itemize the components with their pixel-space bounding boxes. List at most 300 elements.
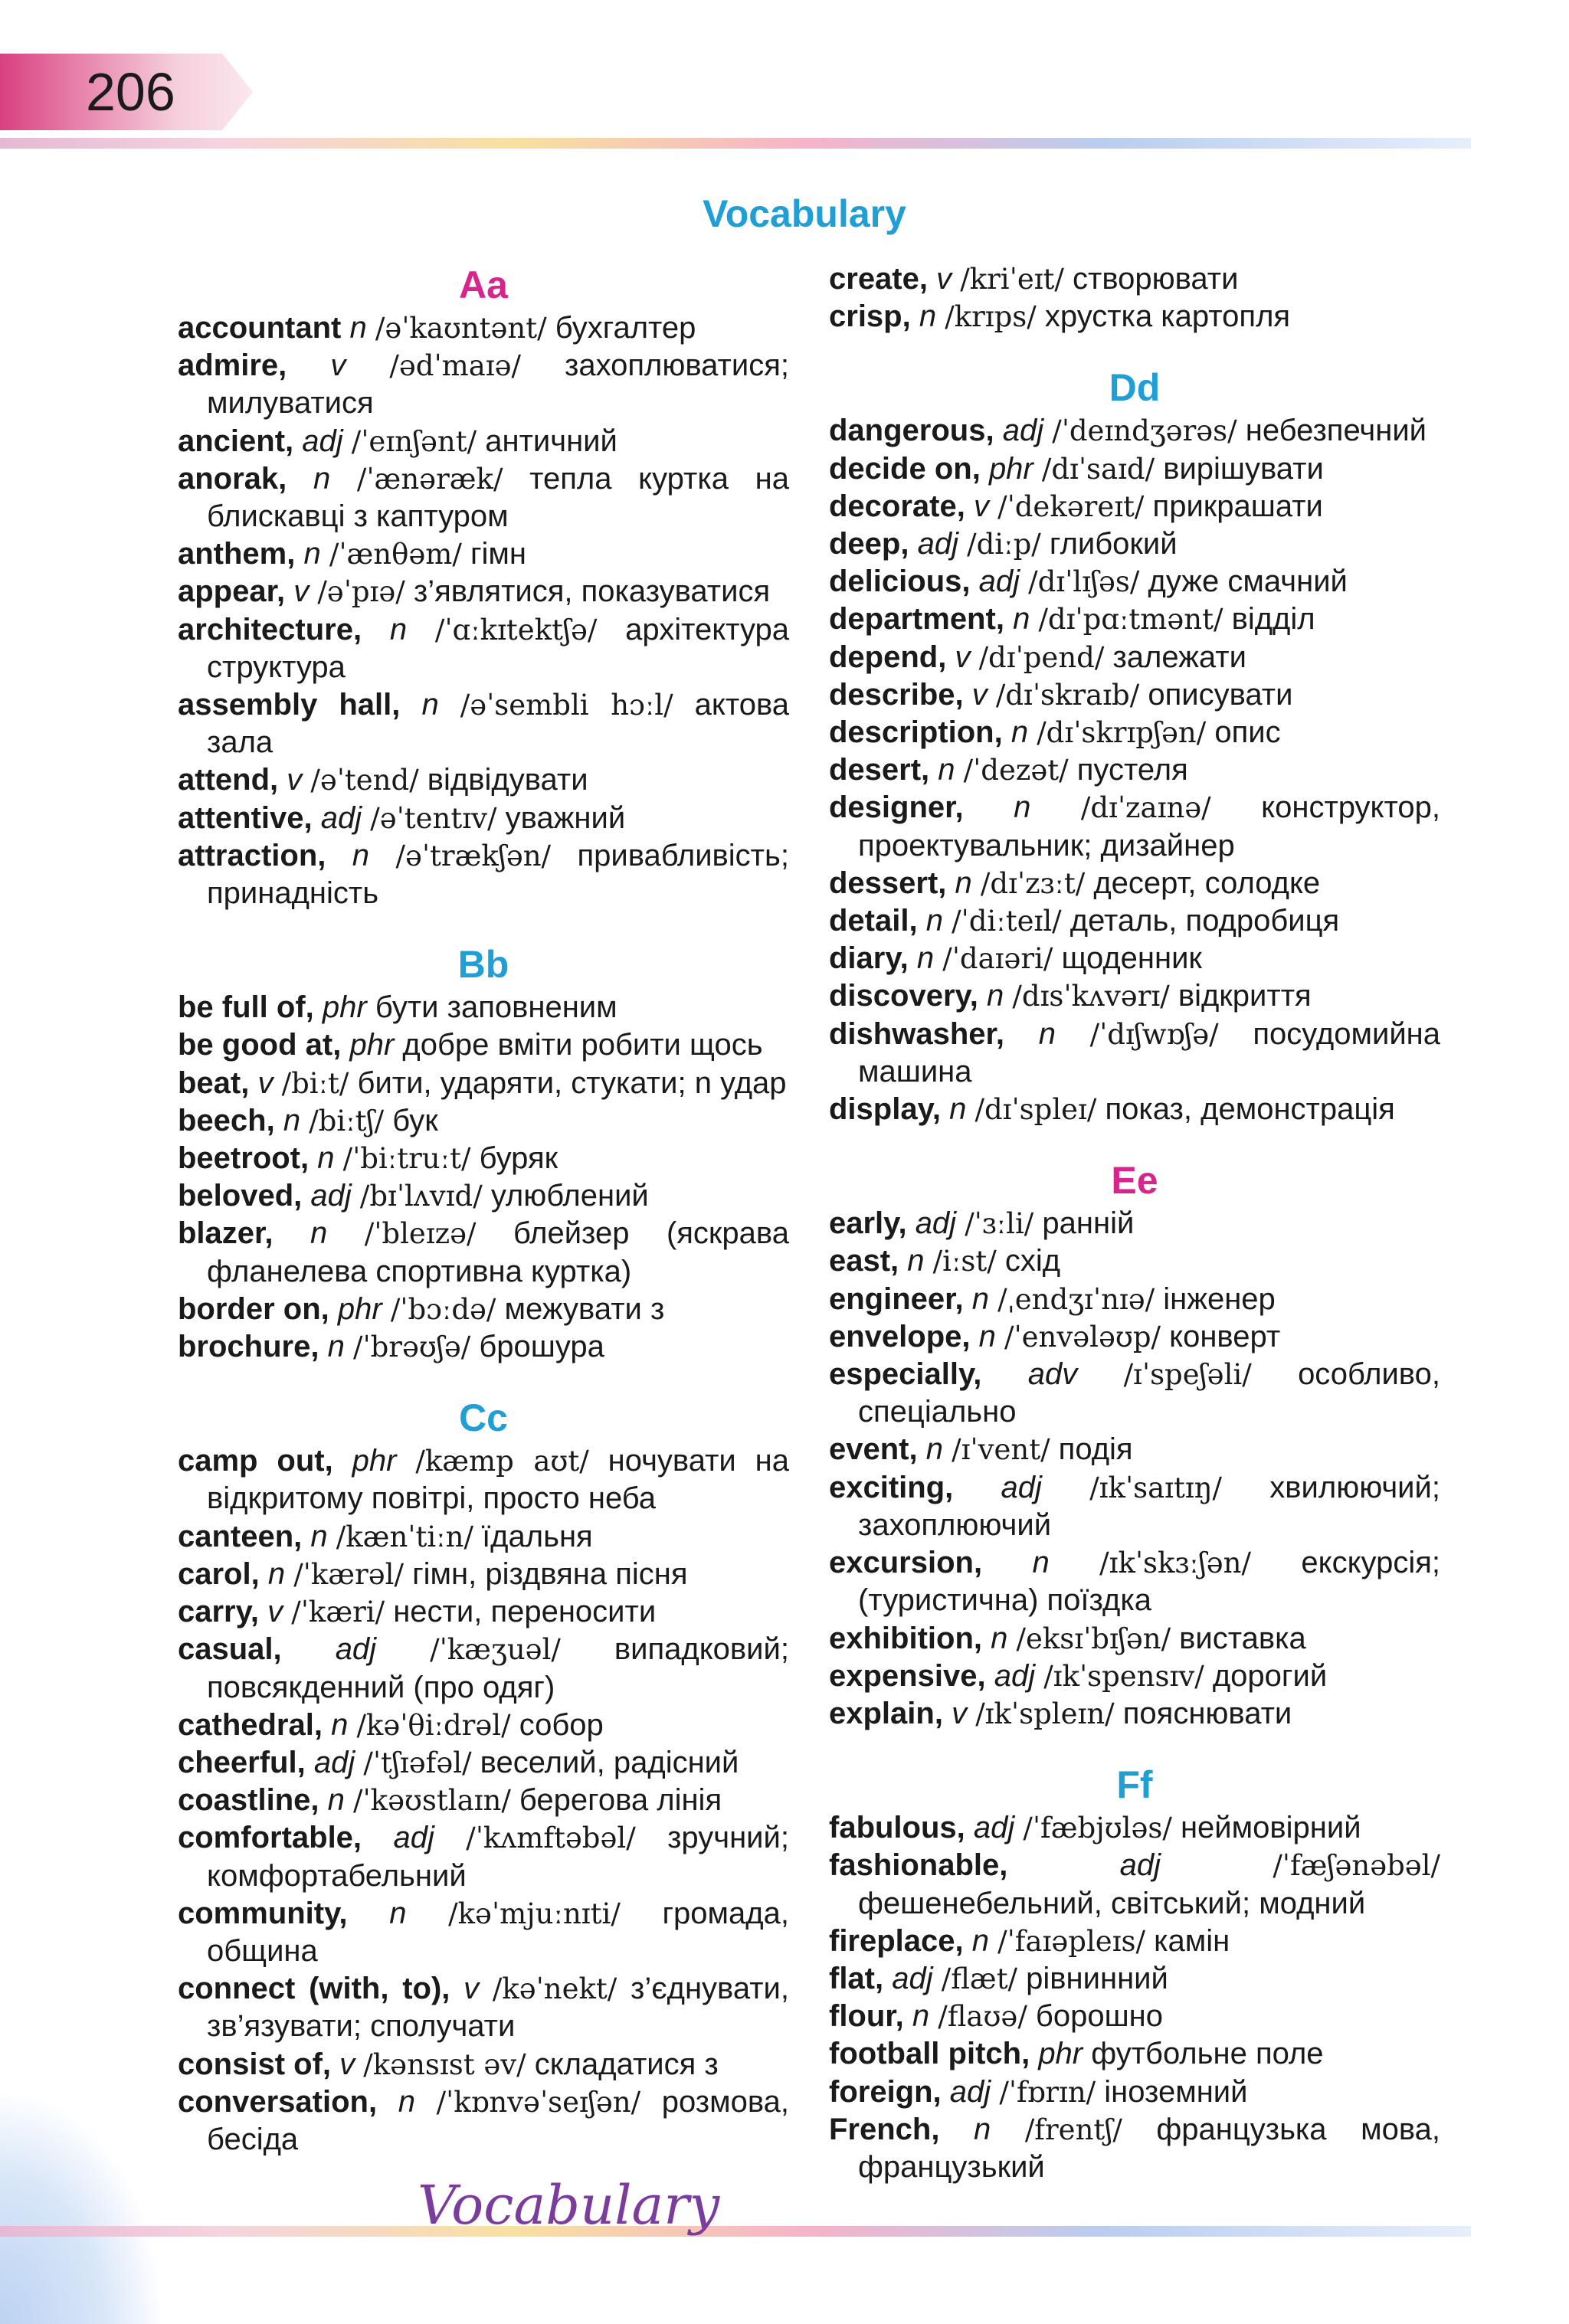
- vocab-entry: [829, 1016, 1440, 1091]
- transcription: /əˈkaʊntənt/: [375, 312, 547, 345]
- translation: іноземний: [1104, 2074, 1248, 2109]
- bottom-decorative-band: [0, 2226, 1471, 2237]
- part-of-speech: v: [287, 763, 303, 797]
- translation: особливо, спеціально: [858, 1357, 1440, 1429]
- headword: anthem,: [178, 537, 296, 571]
- translation: межувати з: [504, 1291, 665, 1326]
- letter-heading: Dd: [1109, 366, 1161, 410]
- translation: хрустка картопля: [1044, 300, 1291, 334]
- transcription: /əˈtentɪv/: [370, 801, 497, 835]
- translation: буряк: [479, 1141, 558, 1176]
- transcription: /ˈdiːteɪl/: [952, 905, 1062, 938]
- vocab-entry: [829, 601, 1440, 638]
- headword: anorak,: [178, 461, 287, 496]
- vocab-entry: [829, 525, 1440, 563]
- vocab-entry: [829, 2035, 1440, 2073]
- part-of-speech: n: [912, 1999, 930, 2034]
- part-of-speech: n: [349, 311, 367, 345]
- vocab-entry: [178, 1518, 789, 1556]
- translation: показ, демонстрація: [1105, 1092, 1395, 1127]
- transcription: /dɪˈzaɪnə/: [1080, 791, 1211, 825]
- vocab-entry: [829, 977, 1440, 1015]
- headword: be full of,: [178, 990, 314, 1025]
- part-of-speech: n: [991, 1621, 1008, 1655]
- transcription: /ˈdezət/: [963, 754, 1069, 787]
- headword: east,: [829, 1244, 899, 1278]
- vocab-entry: [829, 1469, 1440, 1544]
- part-of-speech: n: [267, 1556, 286, 1591]
- headword: department,: [829, 602, 1004, 637]
- transcription: /iːst/: [932, 1245, 997, 1278]
- transcription: /ˈkʌmftəbəl/: [466, 1822, 636, 1855]
- vocab-entry: [178, 423, 789, 460]
- transcription: /kəˈnekt/: [492, 1972, 617, 2006]
- transcription: /ˈkɒnvəˈseɪʃən/: [436, 2085, 641, 2119]
- headword: expensive,: [829, 1658, 986, 1693]
- part-of-speech: adj: [393, 1821, 434, 1855]
- vocab-entry: [829, 1923, 1440, 1960]
- transcription: /kænˈtiːn/: [336, 1520, 473, 1553]
- vocab-entry: [829, 1658, 1440, 1695]
- transcription: /ˈenvələʊp/: [1004, 1320, 1161, 1353]
- transcription: /əˈsembli hɔːl/: [460, 689, 673, 722]
- vocab-entry: [829, 676, 1440, 714]
- part-of-speech: adj: [994, 1658, 1036, 1693]
- part-of-speech: adv: [1027, 1357, 1078, 1392]
- part-of-speech: phr: [337, 1291, 382, 1326]
- vocab-entry: [178, 1895, 789, 1970]
- translation: посудомийна машина: [858, 1016, 1440, 1088]
- translation: бухгалтер: [555, 311, 696, 345]
- transcription: /ədˈmaɪə/: [389, 349, 521, 383]
- translation: архітектура структура: [207, 612, 789, 684]
- translation: складатися з: [534, 2047, 719, 2081]
- page-number: 206: [86, 62, 175, 122]
- translation: фешенебельний, світський; модний: [858, 1886, 1366, 1920]
- transcription: /ˈfɒrɪn/: [999, 2075, 1096, 2109]
- part-of-speech: v: [955, 640, 971, 674]
- transcription: /dɪsˈkʌvərɪ/: [1012, 980, 1170, 1013]
- transcription: /ˈfæʃənəbəl/: [1273, 1849, 1440, 1883]
- part-of-speech: n: [949, 1092, 967, 1127]
- headword: casual,: [178, 1632, 282, 1667]
- part-of-speech: adj: [302, 424, 343, 458]
- transcription: /dɪˈpend/: [978, 640, 1105, 674]
- translation: бути заповненим: [375, 990, 617, 1025]
- part-of-speech: n: [310, 1519, 328, 1553]
- translation: блейзер (яскрава фланелева спортивна куртка): [207, 1216, 789, 1288]
- headword: diary,: [829, 941, 909, 976]
- transcription: /ˈɜːli/: [965, 1207, 1034, 1241]
- vocab-entry: [178, 1442, 789, 1517]
- part-of-speech: n: [955, 866, 972, 900]
- part-of-speech: n: [352, 838, 370, 872]
- part-of-speech: n: [978, 1319, 996, 1353]
- headword: discovery,: [829, 979, 978, 1013]
- transcription: /flæt/: [941, 1962, 1018, 1995]
- part-of-speech: adj: [313, 1745, 355, 1779]
- headword: explain,: [829, 1696, 943, 1730]
- translation: тепла куртка на блискавці з каптуром: [207, 461, 789, 534]
- headword: coastline,: [178, 1783, 319, 1818]
- transcription: /kəˈθiːdrəl/: [356, 1708, 511, 1742]
- part-of-speech: v: [971, 677, 988, 712]
- part-of-speech: adj: [949, 2074, 991, 2109]
- part-of-speech: n: [283, 1103, 301, 1137]
- part-of-speech: n: [925, 1432, 943, 1467]
- part-of-speech: n: [327, 1783, 345, 1818]
- vocab-entry: [178, 1707, 789, 1744]
- transcription: /biːt/: [281, 1066, 349, 1100]
- vocab-entry: [178, 761, 789, 799]
- transcription: /dɪˈlɪʃəs/: [1028, 565, 1140, 599]
- part-of-speech: v: [330, 349, 346, 383]
- right-column: [829, 260, 1440, 2186]
- headword: delicious,: [829, 565, 971, 599]
- transcription: /ˈdekəreɪt/: [997, 489, 1145, 523]
- headword: community,: [178, 1896, 348, 1930]
- part-of-speech: phr: [322, 990, 367, 1025]
- vocab-entry: [178, 460, 789, 535]
- translation: конструктор, проектувальник; дизайнер: [858, 790, 1440, 862]
- transcription: /ˈbrəʊʃə/: [352, 1331, 471, 1364]
- transcription: /bɪˈlʌvɪd/: [359, 1180, 483, 1213]
- translation: випадковий; повсякденний (про одяг): [207, 1632, 789, 1704]
- headword: display,: [829, 1092, 941, 1127]
- translation: пояснювати: [1122, 1696, 1292, 1730]
- translation: нести, переносити: [393, 1595, 657, 1629]
- translation: описувати: [1148, 677, 1293, 712]
- transcription: /flaʊə/: [938, 2000, 1027, 2034]
- transcription: /əˈpɪə/: [317, 575, 405, 609]
- vocab-entry: [178, 837, 789, 912]
- transcription: /dɪˈspleɪ/: [974, 1093, 1097, 1127]
- translation: подія: [1058, 1432, 1133, 1467]
- transcription: /əˈtend/: [310, 764, 419, 797]
- transcription: /biːtʃ/: [309, 1104, 385, 1137]
- translation: камін: [1154, 1923, 1230, 1958]
- part-of-speech: adj: [335, 1632, 377, 1667]
- vocab-entry: [829, 1091, 1440, 1128]
- headword: crisp,: [829, 300, 911, 334]
- left-column: [178, 260, 789, 2159]
- part-of-speech: n: [389, 1896, 407, 1930]
- vocab-entry: [178, 1140, 789, 1177]
- transcription: /ˈkærəl/: [293, 1557, 404, 1591]
- translation: привабливість; принадність: [207, 838, 789, 911]
- part-of-speech: n: [303, 537, 321, 571]
- transcription: /krɪps/: [945, 300, 1037, 334]
- headword: consist of,: [178, 2047, 332, 2081]
- part-of-speech: n: [919, 300, 937, 334]
- headword: beat,: [178, 1065, 250, 1100]
- vocab-entry: [178, 535, 789, 573]
- translation: дуже смачний: [1148, 565, 1348, 599]
- translation: з’єднувати, зв’язувати; сполучати: [207, 1972, 789, 2044]
- translation: щоденник: [1061, 941, 1202, 976]
- vocab-entry: [178, 309, 789, 347]
- part-of-speech: adj: [1001, 1470, 1042, 1504]
- translation: залежати: [1112, 640, 1246, 674]
- vocab-entry: [829, 1620, 1440, 1658]
- vocab-entry: [178, 1631, 789, 1706]
- translation: екскурсія; (туристична) поїздка: [858, 1546, 1440, 1618]
- vocab-entry: [178, 1177, 789, 1215]
- headword: camp out,: [178, 1444, 333, 1478]
- translation: веселий, радісний: [480, 1745, 739, 1779]
- translation: інженер: [1163, 1281, 1276, 1316]
- headword: excursion,: [829, 1546, 983, 1580]
- vocab-entry: [829, 751, 1440, 789]
- transcription: /ɪkˈsaɪtɪŋ/: [1089, 1471, 1222, 1504]
- headword: early,: [829, 1206, 907, 1241]
- part-of-speech: v: [339, 2047, 355, 2081]
- transcription: /ˈbleɪzə/: [364, 1217, 477, 1251]
- transcription: /ˈdaɪəri/: [942, 942, 1053, 976]
- translation: захоплюватися; милуватися: [207, 349, 789, 421]
- translation: добре вміти робити щось: [402, 1028, 763, 1062]
- translation: ночувати на відкритому повітрі, просто неба: [207, 1444, 789, 1516]
- translation: брошура: [479, 1330, 604, 1364]
- headword: blazer,: [178, 1216, 274, 1251]
- translation: футбольне поле: [1091, 2037, 1324, 2071]
- translation: вирішувати: [1163, 451, 1324, 486]
- letter-heading: Bb: [457, 943, 509, 987]
- part-of-speech: n: [971, 1923, 990, 1958]
- transcription: /ˈænθəm/: [329, 538, 462, 571]
- vocab-entry: [829, 1356, 1440, 1431]
- part-of-speech: phr: [352, 1444, 397, 1478]
- vocab-entry: [178, 573, 789, 610]
- translation: небезпечний: [1245, 414, 1427, 448]
- part-of-speech: phr: [349, 1028, 395, 1062]
- translation: французька мова, французький: [858, 2112, 1440, 2184]
- vocab-entry: [829, 1809, 1440, 1847]
- translation: конверт: [1169, 1319, 1281, 1353]
- part-of-speech: n: [1038, 1016, 1056, 1051]
- vocab-entry: [178, 1065, 789, 1102]
- transcription: /ˈbiːtruːt/: [342, 1142, 471, 1176]
- vocab-entry: [178, 989, 789, 1026]
- vocab-entry: [829, 1544, 1440, 1619]
- part-of-speech: adj: [310, 1179, 352, 1213]
- part-of-speech: adj: [1119, 1848, 1161, 1883]
- transcription: /kriˈeɪt/: [960, 263, 1064, 296]
- vocab-entry: [178, 1593, 789, 1631]
- footer-title: Vocabulary: [418, 2174, 720, 2237]
- section-gap: [829, 1128, 1440, 1156]
- translation: гімн, різдвяна пісня: [412, 1556, 688, 1591]
- part-of-speech: n: [389, 612, 408, 646]
- transcription: /dɪˈskraɪb/: [995, 678, 1140, 712]
- part-of-speech: n: [907, 1244, 925, 1278]
- transcription: /dɪˈpɑːtmənt/: [1038, 603, 1223, 637]
- headword: event,: [829, 1432, 918, 1467]
- headword: cathedral,: [178, 1707, 323, 1742]
- headword: designer,: [829, 790, 964, 825]
- headword: deep,: [829, 527, 909, 561]
- section-gap: [829, 336, 1440, 363]
- translation: гімн: [470, 537, 527, 571]
- headword: dishwasher,: [829, 1016, 1004, 1051]
- transcription: /ˈɑːkɪtektʃə/: [434, 613, 598, 646]
- vocab-entry: [178, 1291, 789, 1328]
- transcription: /ˈtʃɪəfəl/: [363, 1746, 472, 1779]
- headword: conversation,: [178, 2084, 378, 2119]
- part-of-speech: adj: [1002, 414, 1044, 448]
- part-of-speech: n: [327, 1330, 345, 1364]
- translation: ранній: [1042, 1206, 1135, 1241]
- vocab-entry: [829, 714, 1440, 751]
- headword: decide on,: [829, 451, 981, 486]
- part-of-speech: v: [257, 1065, 274, 1100]
- headword: flour,: [829, 1999, 904, 2034]
- part-of-speech: adj: [892, 1961, 933, 1995]
- translation: глибокий: [1049, 527, 1178, 561]
- transcription: /ˈbɔːdə/: [390, 1292, 496, 1326]
- headword: connect (with, to),: [178, 1972, 450, 2006]
- headword: especially,: [829, 1357, 982, 1392]
- headword: comfortable,: [178, 1821, 362, 1855]
- transcription: /ˈænəræk/: [356, 462, 503, 496]
- transcription: /ˈfæbjʊləs/: [1023, 1812, 1172, 1845]
- headword: attend,: [178, 763, 279, 797]
- translation: деталь, подробиця: [1069, 904, 1340, 938]
- vocab-entry: [178, 611, 789, 686]
- part-of-speech: n: [974, 2112, 991, 2146]
- headword: foreign,: [829, 2074, 942, 2109]
- vocab-entry: [178, 1819, 789, 1894]
- vocab-entry: [829, 2074, 1440, 2111]
- part-of-speech: n: [313, 461, 331, 496]
- vocab-entry: [829, 1960, 1440, 1998]
- headword: border on,: [178, 1291, 329, 1326]
- part-of-speech: v: [267, 1595, 283, 1629]
- translation: дорогий: [1212, 1658, 1328, 1693]
- transcription: /ˈfaɪəpleɪs/: [997, 1924, 1145, 1958]
- transcription: /ˈdɪʃwɒʃə/: [1089, 1017, 1219, 1051]
- transcription: /eksɪˈbɪʃən/: [1016, 1622, 1171, 1655]
- part-of-speech: n: [317, 1141, 335, 1176]
- vocab-entry: [829, 563, 1440, 601]
- headword: architecture,: [178, 612, 362, 646]
- vocab-entry: [178, 1782, 789, 1819]
- transcription: /kənsɪst əv/: [363, 2047, 526, 2081]
- part-of-speech: adj: [978, 565, 1020, 599]
- headword: admire,: [178, 349, 287, 383]
- headword: canteen,: [178, 1519, 303, 1553]
- transcription: /dɪˈskrɪpʃən/: [1037, 716, 1207, 750]
- vocab-entry: [178, 1026, 789, 1064]
- headword: describe,: [829, 677, 964, 712]
- translation: бити, ударяти, стукати; n удар: [357, 1065, 787, 1100]
- translation: берегова лінія: [519, 1783, 722, 1818]
- vocab-entry: [829, 1998, 1440, 2035]
- translation: їдальня: [482, 1519, 593, 1553]
- letter-heading: Aa: [459, 263, 508, 306]
- transcription: /ˈkəʊstlaɪn/: [353, 1784, 511, 1818]
- vocab-entry: [829, 1318, 1440, 1356]
- vocab-entry: [829, 1281, 1440, 1318]
- vocab-entry: [829, 2111, 1440, 2186]
- transcription: /diːp/: [967, 528, 1041, 561]
- section-gap: [178, 912, 789, 940]
- translation: створювати: [1073, 262, 1239, 296]
- translation: пустеля: [1076, 753, 1188, 787]
- headword: be good at,: [178, 1028, 342, 1062]
- translation: з’являтися, показуватися: [413, 574, 771, 609]
- part-of-speech: adj: [917, 527, 958, 561]
- part-of-speech: v: [936, 262, 952, 296]
- headword: desert,: [829, 753, 930, 787]
- vocab-entry: [829, 450, 1440, 488]
- vocab-entry: [178, 1328, 789, 1366]
- transcription: /ˈdeɪndʒərəs/: [1052, 414, 1237, 448]
- section-gap: [178, 1366, 789, 1393]
- translation: улюблений: [490, 1179, 649, 1213]
- part-of-speech: n: [938, 753, 955, 787]
- translation: схід: [1004, 1244, 1061, 1278]
- translation: борошно: [1035, 1999, 1163, 2034]
- letter-heading: Ff: [1116, 1763, 1153, 1807]
- part-of-speech: n: [331, 1707, 349, 1742]
- transcription: /ɪˈspeʃəli/: [1123, 1358, 1252, 1392]
- vocab-entry: [178, 1556, 789, 1593]
- translation: неймовірний: [1180, 1811, 1361, 1845]
- translation: актова зала: [207, 688, 790, 760]
- translation: виставка: [1179, 1621, 1306, 1655]
- translation: десерт, солодке: [1093, 866, 1321, 900]
- headword: attentive,: [178, 800, 313, 835]
- headword: dangerous,: [829, 414, 994, 448]
- vocab-entry: [829, 1695, 1440, 1733]
- part-of-speech: v: [463, 1972, 480, 2006]
- headword: carry,: [178, 1595, 260, 1629]
- headword: exhibition,: [829, 1621, 982, 1655]
- transcription: /dɪˈsaɪd/: [1041, 452, 1155, 486]
- transcription: /ˈeɪnʃənt/: [351, 424, 477, 458]
- headword: cheerful,: [178, 1745, 306, 1779]
- headword: accountant: [178, 311, 342, 345]
- headword: assembly hall,: [178, 688, 401, 722]
- headword: football pitch,: [829, 2037, 1030, 2071]
- headword: detail,: [829, 904, 918, 938]
- headword: fashionable,: [829, 1848, 1008, 1883]
- vocab-entry: [829, 488, 1440, 525]
- vocab-entry: [178, 347, 789, 422]
- part-of-speech: phr: [988, 451, 1033, 486]
- headword: dessert,: [829, 866, 947, 900]
- translation: відкриття: [1178, 979, 1312, 1013]
- part-of-speech: n: [987, 979, 1004, 1013]
- headword: create,: [829, 262, 928, 296]
- section-gap: [829, 1733, 1440, 1760]
- transcription: /ɪkˈspensɪv/: [1043, 1659, 1204, 1693]
- vocab-entry: [829, 639, 1440, 676]
- vocab-entry: [178, 800, 789, 837]
- part-of-speech: n: [1011, 715, 1029, 750]
- translation: опис: [1214, 715, 1281, 750]
- transcription: /ˈkæʒuəl/: [430, 1633, 561, 1667]
- part-of-speech: v: [952, 1696, 968, 1730]
- headword: flat,: [829, 1961, 884, 1995]
- transcription: /ˈkæri/: [291, 1596, 385, 1629]
- part-of-speech: n: [916, 941, 935, 976]
- translation: хвилюючий; захоплюючий: [858, 1470, 1440, 1542]
- vocab-entry: [829, 1205, 1440, 1242]
- part-of-speech: v: [973, 489, 989, 523]
- part-of-speech: n: [421, 688, 439, 722]
